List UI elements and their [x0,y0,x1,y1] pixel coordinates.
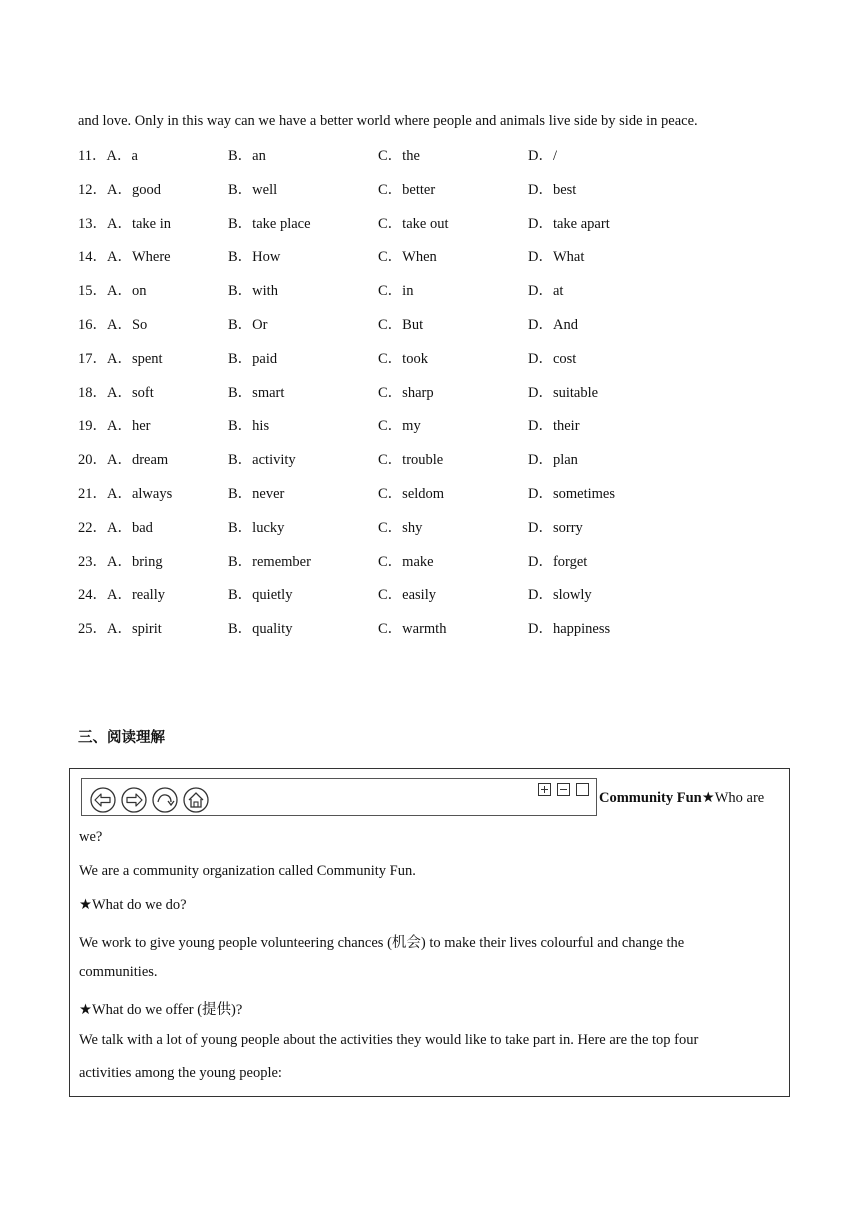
option-c: C．seldom [378,485,445,502]
option-d: D．their [528,418,580,435]
option-d: D．cost [528,350,577,367]
forward-arrow-icon[interactable] [121,787,147,813]
option-c: C．take out [378,215,449,232]
option-d: D．at [528,283,564,300]
option-a [78,619,162,639]
option-a [78,450,168,470]
question-row [78,450,778,484]
zoom-in-icon[interactable] [538,783,551,796]
option-a [78,146,138,166]
option-a-text: A．spirit [107,621,162,638]
option-a-text: A．bring [107,553,163,570]
headline-line [599,790,764,807]
option-c: C．shy [378,519,423,536]
option-a-text: A．take in [107,215,172,232]
option-d: D．/ [528,148,557,164]
option-a-text: A．good [107,181,161,198]
answer-what-offer-1: We talk with a lot of young people about the activities they would like to take part in. Here are the top four [79,1032,699,1048]
option-c: C．warmth [378,621,447,638]
option-c: C．trouble [378,452,444,469]
option-d: D．best [528,181,577,198]
question-number: 11． [78,148,107,164]
question-row [78,619,778,653]
option-a [78,247,171,267]
option-b: B．remember [228,553,311,570]
option-a [78,214,171,234]
option-b: B．paid [228,350,278,367]
answer-what-offer-2: activities among the young people: [79,1065,282,1081]
option-a [78,180,161,200]
option-b: B．never [228,485,285,502]
option-d: D．sorry [528,519,583,536]
option-a-text: A．always [107,485,173,502]
option-b: B．with [228,283,278,300]
section-title: 三、阅读理解 [78,730,165,746]
option-a-text: A．a [106,148,138,164]
option-c: C．my [378,418,421,435]
option-b: B．lucky [228,519,285,536]
option-a [78,349,163,369]
options-list [78,146,778,653]
question-number: 17． [78,350,107,367]
option-c: C．the [378,148,420,164]
question-number: 12． [78,181,107,198]
option-a [78,585,165,605]
option-d: D．suitable [528,384,599,401]
option-a-text: A．bad [107,519,153,536]
question-number: 21． [78,485,107,502]
question-row [78,315,778,349]
question-who: ★Who are [701,790,765,806]
option-b: B．quality [228,621,293,638]
passage-last-line: and love. Only in this way can we have a better world where people and animals live side by side in peace. [78,113,698,129]
option-a [78,383,154,403]
option-b: B．quietly [228,587,293,604]
option-b: B．well [228,181,278,198]
option-a-text: A．spent [107,350,163,367]
option-b: B．take place [228,215,311,232]
question-row [78,585,778,619]
option-a-text: A．really [107,587,165,604]
question-row [78,416,778,450]
option-a-text: A．soft [107,384,154,401]
question-who-cont: we? [79,829,103,845]
option-c: C．took [378,350,428,367]
question-number: 13． [78,215,107,232]
option-a-text: A．So [107,316,148,333]
question-row [78,383,778,417]
option-b: B．activity [228,452,296,469]
question-row [78,349,778,383]
question-number: 24． [78,587,107,604]
question-row [78,281,778,315]
option-b: B．an [228,148,266,164]
browser-toolbar [81,778,597,816]
question-what-do: ★What do we do? [79,897,187,913]
question-row [78,180,778,214]
option-c: C．When [378,249,437,266]
option-a [78,552,163,572]
question-number: 20． [78,452,107,469]
answer-what-do-1: We work to give young people volunteering chances (机会) to make their lives colourful and change the [79,935,685,951]
option-a [78,484,172,504]
option-a [78,416,151,436]
maximize-icon[interactable] [576,783,589,796]
option-d: D．What [528,249,585,266]
headline: Community Fun [599,790,702,806]
answer-what-do-2: communities. [79,964,158,980]
question-row [78,518,778,552]
option-c: C．in [378,283,414,300]
option-b: B．smart [228,384,285,401]
question-number: 22． [78,519,107,536]
question-number: 25． [78,621,107,638]
question-row [78,484,778,518]
back-arrow-icon[interactable] [90,787,116,813]
option-c: C．sharp [378,384,434,401]
option-d: D．sometimes [528,485,615,502]
zoom-out-icon[interactable] [557,783,570,796]
option-c: C．But [378,316,424,333]
option-d: D．happiness [528,621,611,638]
option-a [78,281,146,301]
question-number: 23． [78,553,107,570]
question-what-offer: ★What do we offer (提供)? [79,1002,243,1018]
question-row [78,247,778,281]
option-b: B．his [228,418,270,435]
option-d: D．And [528,316,578,333]
option-c: C．make [378,553,434,570]
option-c: C．better [378,181,436,198]
option-a [78,315,147,335]
option-c: C．easily [378,587,436,604]
option-d: D．forget [528,553,588,570]
question-number: 15． [78,283,107,300]
refresh-icon[interactable] [152,787,178,813]
question-number: 19． [78,418,107,435]
option-d: D．take apart [528,215,610,232]
question-row [78,146,778,180]
option-b: B．How [228,249,281,266]
option-b: B．Or [228,316,268,333]
question-number: 16． [78,316,107,333]
question-row [78,214,778,248]
reading-passage-box [69,768,790,1097]
question-number: 18． [78,384,107,401]
option-a-text: A．Where [107,249,171,266]
question-number: 14． [78,249,107,266]
option-a-text: A．her [107,418,151,435]
option-a-text: A．on [107,283,147,300]
option-a-text: A．dream [107,452,169,469]
option-d: D．plan [528,452,578,469]
question-row [78,552,778,586]
option-a [78,518,153,538]
option-d: D．slowly [528,587,592,604]
answer-who: We are a community organization called Community Fun. [79,863,416,879]
home-icon[interactable] [183,787,209,813]
